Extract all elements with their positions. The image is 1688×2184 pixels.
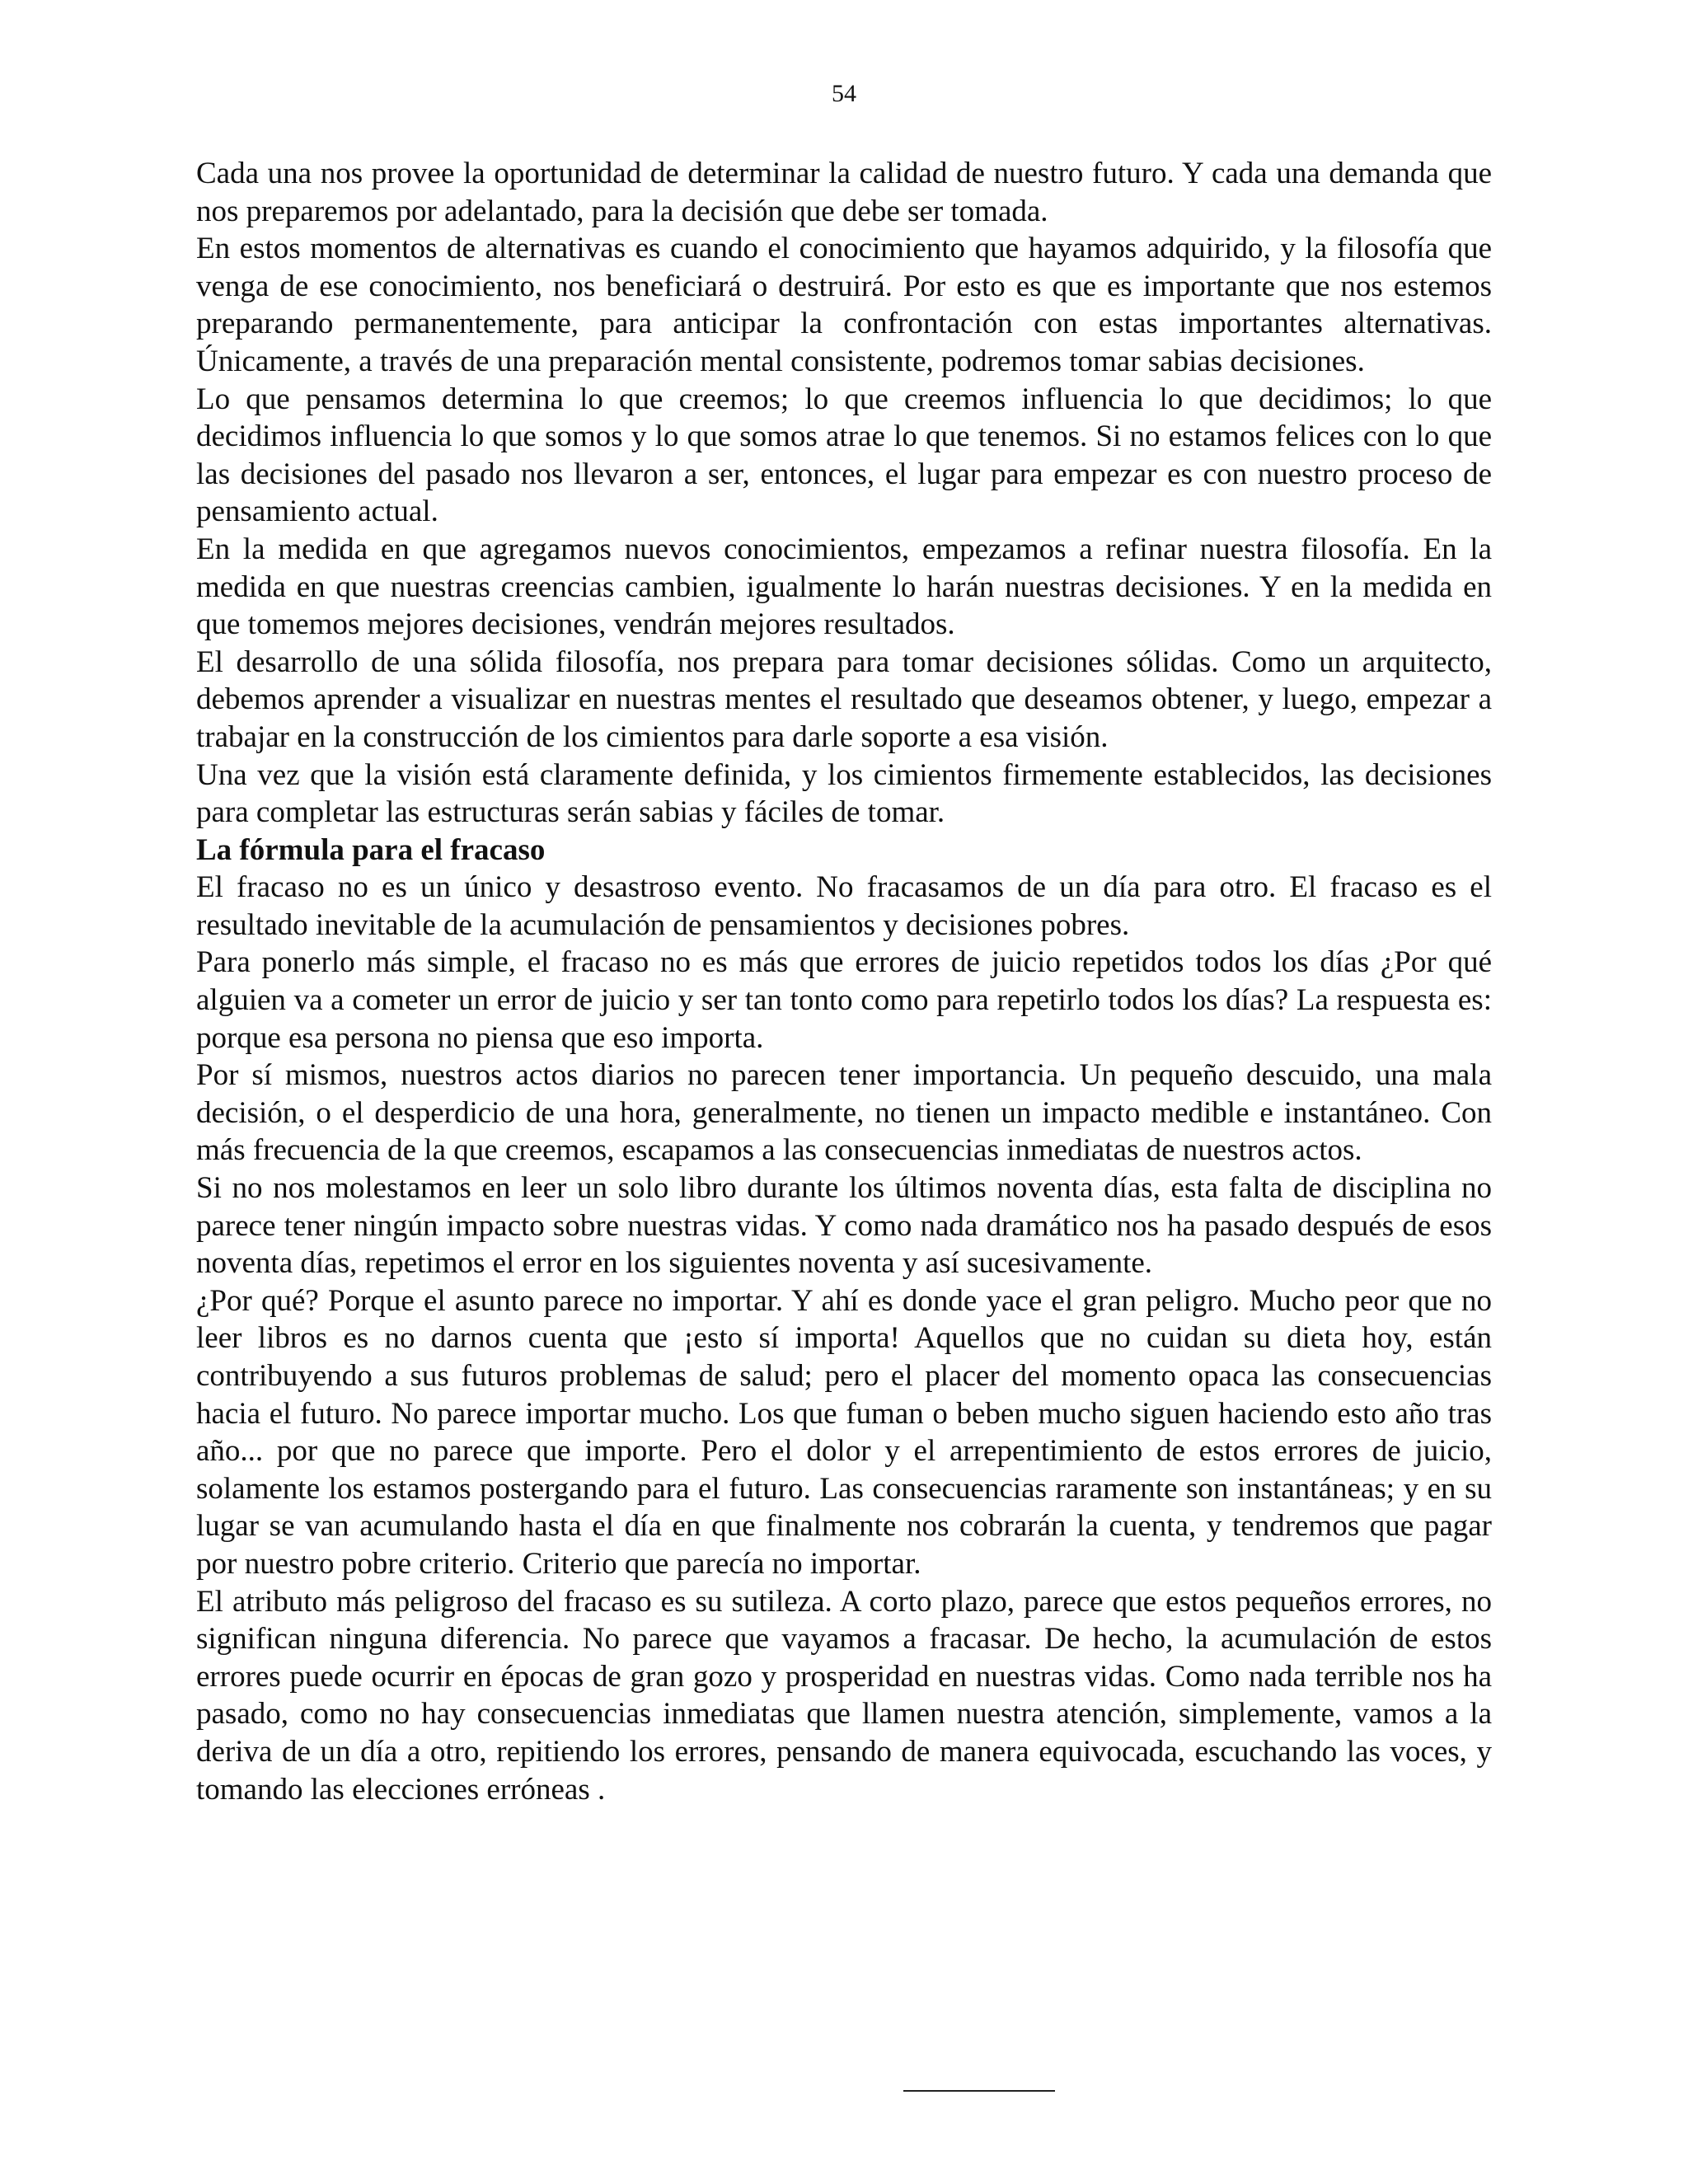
paragraph: Lo que pensamos determina lo que creemos; lo que creemos influencia lo que decidimos; lo que decidimos influencia lo que somos y lo que somos atrae lo que tenemos. Si no estamos felices con lo que las decisiones del pasado nos llevaron a ser, entonces, el lugar para empezar es con nuestro proceso de pensamiento actual. [196,382,1492,529]
paragraph: Cada una nos provee la oportunidad de determinar la calidad de nuestro futuro. Y cada una demanda que nos preparemos por adelantado, para la decisión que debe ser tomada. [196,157,1492,228]
paragraph: Una vez que la visión está claramente definida, y los cimientos firmemente establecidos, las decisiones para completar las estructuras serán sabias y fáciles de tomar. [196,757,1492,830]
footnote-divider [903,2090,1055,2092]
paragraph: El desarrollo de una sólida filosofía, nos prepara para tomar decisiones sólidas. Como un arquitecto, debemos aprender a visualizar en nuestras mentes el resultado que deseamos obtener, y luego, empezar a trabajar en la construcción de los cimientos para darle soporte a esa visión. [196,644,1492,754]
paragraph: Por sí mismos, nuestros actos diarios no parecen tener importancia. Un pequeño descuido, una mala decisión, o el desperdicio de una hora, generalmente, no tienen un impacto medible e instantáneo. Con más frecuencia de la que creemos, escapamos a las consecuencias inmediatas de nuestros actos. [196,1058,1492,1168]
paragraph: El atributo más peligroso del fracaso es su sutileza. A corto plazo, parece que estos pequeños errores, no significan ninguna diferencia. No parece que vayamos a fracasar. De hecho, la acumulación de estos errores puede ocurrir en épocas de gran gozo y prosperidad en nuestras vidas. Como nada terrible nos ha pasado, como no hay consecuencias inmediatas que llamen nuestra atención, simplemente, vamos a la deriva de un día a otro, repitiendo los errores, pensando de manera equivocada, escuchando las voces, y tomando las elecciones erróneas . [196,1584,1492,1807]
paragraph: Para ponerlo más simple, el fracaso no es más que errores de juicio repetidos todos los días ¿Por qué alguien va a cometer un error de juicio y ser tan tonto como para repetirlo todos los días? La respuesta es: porque esa persona no piensa que eso importa. [196,945,1492,1055]
paragraph: Si no nos molestamos en leer un solo libro durante los últimos noventa días, esta falta de disciplina no parece tener ningún impacto sobre nuestras vidas. Y como nada dramático nos ha pasado después de esos noventa días, repetimos el error en los siguientes noventa y así sucesivamente. [196,1171,1492,1281]
paragraph: En la medida en que agregamos nuevos conocimientos, empezamos a refinar nuestra filosofía. En la medida en que nuestras creencias cambien, igualmente lo harán nuestras decisiones. Y en la medida en que tomemos mejores decisiones, vendrán mejores resultados. [196,532,1492,642]
page-number: 54 [832,80,856,107]
paragraph: ¿Por qué? Porque el asunto parece no importar. Y ahí es donde yace el gran peligro. Mucho peor que no leer libros es no darnos cuenta que ¡esto sí importa! Aquellos que no cuidan su dieta hoy, están contribuyendo a sus futuros problemas de salud; pero el placer del momento opaca las consecuencias hacia el futuro. No parece importar mucho. Los que fuman o beben mucho siguen haciendo esto año tras año... por que no parece que importe. Pero el dolor y el arrepentimiento de estos errores de juicio, solamente los estamos postergando para el futuro. Las consecuencias raramente son instantáneas; y en su lugar se van acumulando hasta el día en que finalmente nos cobrarán la cuenta, y tendremos que pagar por nuestro pobre criterio. Criterio que parecía no importar. [196,1283,1492,1581]
paragraph: En estos momentos de alternativas es cuando el conocimiento que hayamos adquirido, y la filosofía que venga de ese conocimiento, nos beneficiará o destruirá. Por esto es que es importante que nos estemos preparando permanentemente, para anticipar la confrontación con estas importantes alternativas. Únicamente, a través de una preparación mental consistente, podremos tomar sabias decisiones. [196,232,1492,378]
section-heading: La fórmula para el fracaso [196,832,546,867]
paragraph: El fracaso no es un único y desastroso evento. No fracasamos de un día para otro. El fracaso es el resultado inevitable de la acumulación de pensamientos y decisiones pobres. [196,870,1492,942]
document-body [196,155,1492,1808]
